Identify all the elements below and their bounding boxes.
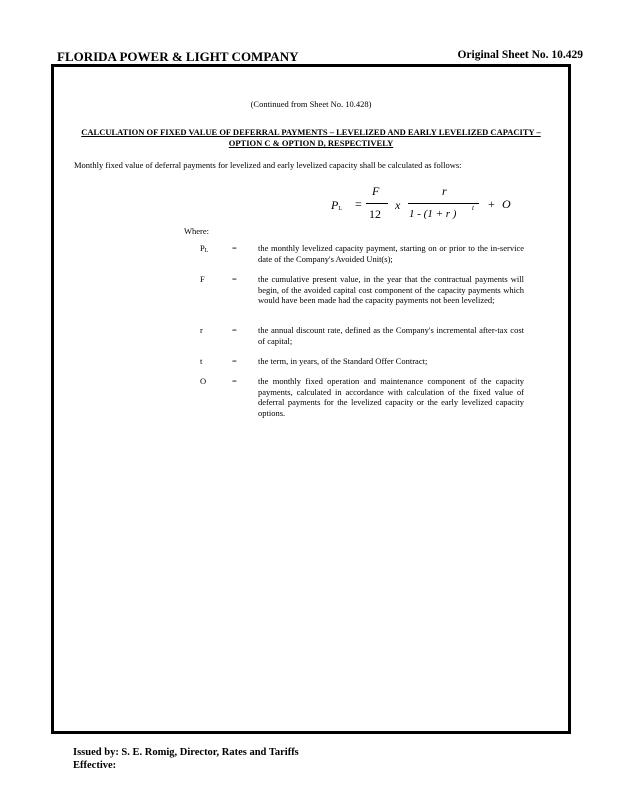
formula-tail-o: O: [502, 197, 511, 211]
sheet-number: Original Sheet No. 10.429: [457, 49, 583, 61]
formula-num-r: r: [442, 184, 447, 198]
formula-den-2: 1 - (1 + r ): [409, 208, 457, 220]
formula-times: x: [395, 198, 401, 212]
def-symbol-f: F: [200, 274, 205, 284]
def-symbol-r: r: [200, 325, 203, 335]
formula-equals: =: [355, 197, 362, 211]
formula-bar-2: [408, 203, 479, 204]
formula-den-12: 12: [369, 207, 381, 221]
def-text-f: the cumulative present value, in the year that the contractual payments will begin, of the avoided capital cost component of the capacity payments which would have been made had the capacity payments not been levelized;: [258, 274, 524, 306]
section-title-line2: OPTION C & OPTION D, RESPECTIVELY: [228, 138, 394, 148]
def-equals: =: [232, 356, 237, 366]
formula-bar-1: [366, 203, 388, 204]
def-symbol-t: t: [200, 356, 203, 366]
continued-note: (Continued from Sheet No. 10.428): [250, 99, 372, 109]
formula-exponent: t: [472, 204, 474, 212]
company-name: FLORIDA POWER & LIGHT COMPANY: [57, 49, 299, 64]
def-text-o: the monthly fixed operation and maintenance component of the capacity payments, calculated in accordance with calculation of the fixed value of deferral payments for the levelized capacity or the early levelized capacity options.: [258, 376, 524, 418]
def-equals: =: [232, 274, 237, 284]
def-text-t: the term, in years, of the Standard Offer Contract;: [258, 356, 428, 366]
formula-num-f: F: [372, 184, 380, 198]
formula-plus: +: [488, 197, 495, 211]
intro-text: Monthly fixed value of deferral payments for levelized and early levelized capacity shall be calculated as follows:: [74, 160, 462, 170]
def-equals: =: [232, 243, 237, 253]
section-title-line1: CALCULATION OF FIXED VALUE OF DEFERRAL PAYMENTS – LEVELIZED AND EARLY LEVELIZED CAPACITY –: [81, 127, 541, 137]
def-text-r: the annual discount rate, defined as the Company's incremental after-tax cost of capital;: [258, 325, 524, 346]
formula-lhs: PL: [331, 198, 343, 212]
def-equals: =: [232, 325, 237, 335]
def-equals: =: [232, 376, 237, 386]
document-frame: [51, 64, 571, 734]
def-symbol-pl: PL: [200, 243, 209, 254]
where-label: Where:: [184, 226, 210, 236]
issued-by: Issued by: S. E. Romig, Director, Rates and Tariffs: [73, 747, 299, 758]
effective-date: Effective:: [73, 760, 117, 771]
def-text-pl: the monthly levelized capacity payment, starting on or prior to the in-service date of the Company's Avoided Unit(s);: [258, 243, 524, 264]
formula: [329, 183, 509, 225]
def-symbol-o: O: [200, 376, 207, 386]
footer: [73, 746, 299, 772]
section-title: [64, 127, 558, 149]
